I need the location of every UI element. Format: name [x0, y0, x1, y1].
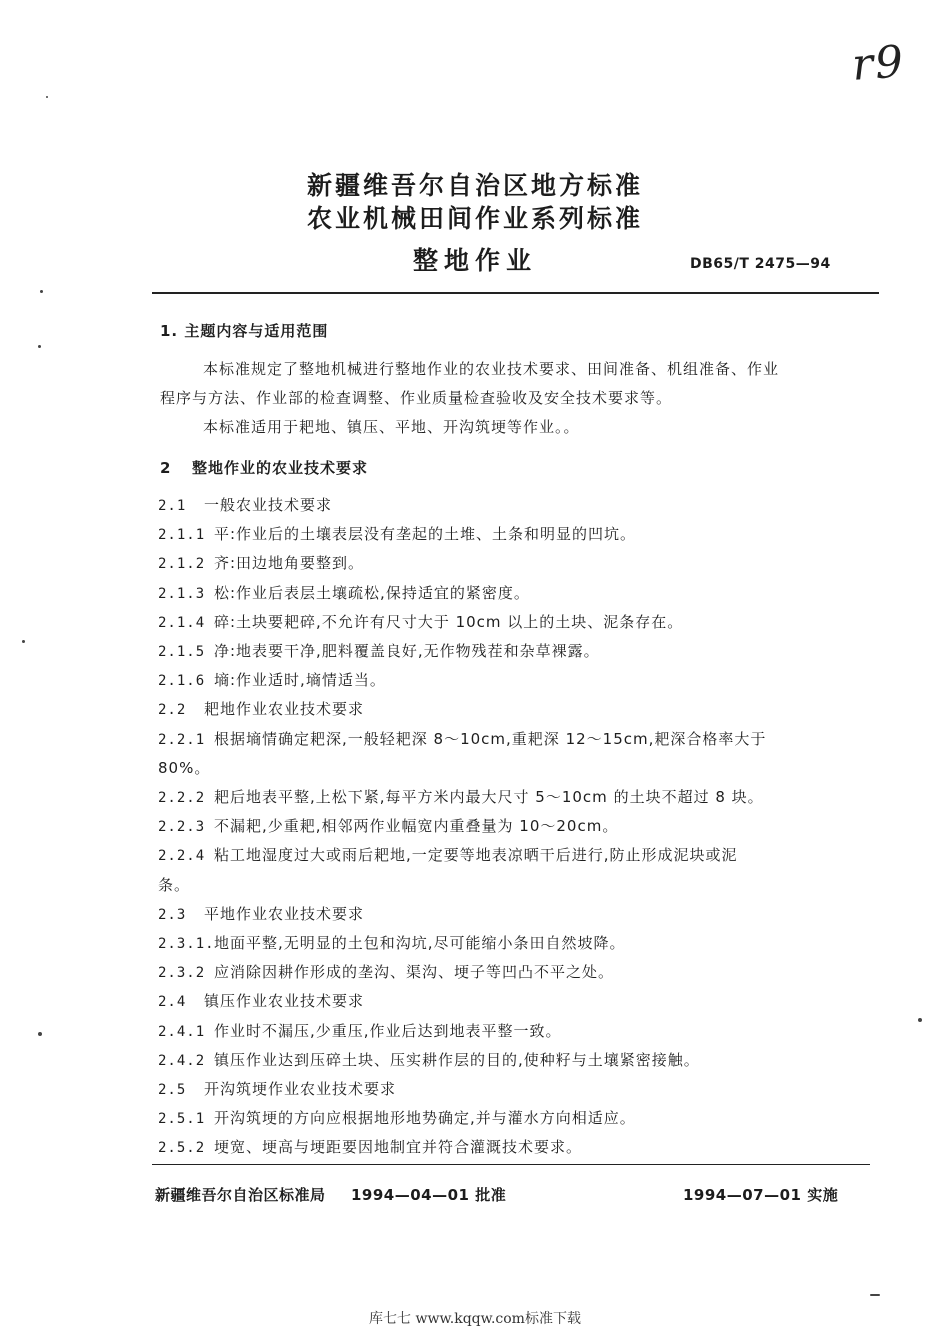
clause-row	[158, 786, 764, 807]
clause-number: 2.1.4	[158, 614, 206, 631]
clause-number: 2.2.4	[158, 848, 206, 865]
clause-text: 埂宽、埂高与埂距要因地制宜并符合灌溉技术要求。	[214, 1138, 583, 1157]
clause-text: 作业时不漏压,少重压,作业后达到地表平整一致。	[214, 1021, 562, 1040]
footer-divider	[152, 1164, 870, 1165]
clause-text: 开沟筑埂作业农业技术要求	[204, 1080, 397, 1098]
section2-heading-num: 2	[160, 459, 172, 477]
clause-number: 2.3.2	[158, 965, 206, 982]
clause-number: 2.1.1	[158, 527, 206, 544]
clause-number: 2.4.1	[158, 1023, 206, 1040]
clause-number: 2.2.2	[158, 790, 206, 806]
section1-para2: 本标准适用于耙地、镇压、平地、开沟筑埂等作业。。	[203, 418, 580, 436]
section1-heading: 1. 主题内容与适用范围	[160, 322, 329, 340]
clause-row	[158, 611, 683, 632]
scan-speck	[38, 345, 41, 348]
header-divider	[152, 292, 879, 294]
clause-row	[158, 844, 738, 865]
clause-number: 2.5	[158, 1082, 187, 1098]
clause-number: 2.5.2	[158, 1140, 206, 1157]
clause-text: 碎:土块要耙碎,不允许有尺寸大于 10cm 以上的土块、泥条存在。	[214, 612, 684, 631]
clause-row	[158, 582, 530, 603]
watermark-text: 库七七 www.kqqw.com标准下载	[369, 1311, 581, 1327]
clause-text: 根据墒情确定耙深,一般轻耙深 8～10cm,重耙深 12～15cm,耙深合格率大于	[214, 729, 767, 748]
footer-issuer-approval	[155, 1184, 506, 1205]
clause-row	[158, 698, 364, 719]
standard-code: DB65/T 2475—94	[690, 256, 831, 272]
clause-text: 地面平整,无明显的土包和沟坑,尽可能缩小条田自然坡降。	[214, 934, 626, 952]
clause-row	[158, 1078, 396, 1099]
clause-number: 2.1.6	[158, 673, 206, 690]
clause-row	[158, 874, 190, 895]
clause-row	[158, 523, 636, 544]
footer-issuer: 新疆维吾尔自治区标准局	[155, 1186, 326, 1204]
clause-row	[158, 815, 618, 836]
clause-text: 镇压作业农业技术要求	[204, 992, 365, 1011]
clause-text: 齐:田边地角要整到。	[214, 554, 365, 573]
clause-row	[158, 990, 364, 1011]
clause-text: 松:作业后表层土壤疏松,保持适宜的紧密度。	[214, 583, 530, 602]
section2-heading-text: 整地作业的农业技术要求	[192, 459, 369, 477]
scan-speck	[38, 1032, 42, 1036]
title-series: 农业机械田间作业系列标准	[306, 204, 643, 233]
clause-number: 2.1.5	[158, 644, 206, 660]
title-issuer: 新疆维吾尔自治区地方标准	[306, 171, 643, 200]
clause-text: 平:作业后的土壤表层没有垄起的土堆、土条和明显的凹坑。	[214, 525, 637, 544]
clause-number: 2.2.3	[158, 819, 206, 836]
clause-row	[158, 903, 364, 924]
clause-number: 2.4.2	[158, 1052, 206, 1069]
clause-row	[158, 728, 766, 749]
footer-approve-date: 1994—04—01 批准	[350, 1186, 507, 1204]
clause-text: 耙地作业农业技术要求	[204, 700, 365, 719]
scan-speck	[40, 290, 43, 293]
scan-speck	[46, 96, 48, 98]
scan-speck	[870, 1294, 880, 1296]
clause-row	[158, 669, 386, 690]
clause-number: 2.2	[158, 702, 187, 719]
section1-para1-line1: 本标准规定了整地机械进行整地作业的农业技术要求、田间准备、机组准备、作业	[203, 360, 780, 378]
clause-text: 应消除因耕作形成的垄沟、渠沟、埂子等凹凸不平之处。	[214, 963, 615, 982]
scan-speck	[918, 1018, 922, 1022]
clause-row	[158, 1049, 700, 1070]
clause-text: 80%。	[158, 758, 211, 777]
clause-number: 2.1	[158, 498, 187, 514]
clause-number: 2.5.1	[158, 1111, 206, 1128]
clause-number: 2.1.2	[158, 556, 206, 573]
clause-text: 粘工地湿度过大或雨后耙地,一定要等地表凉晒干后进行,防止形成泥块或泥	[214, 846, 738, 865]
footer-effective-date: 1994—07—01 实施	[683, 1186, 839, 1204]
section1-para1-line2: 程序与方法、作业部的检查调整、作业质量检查验收及安全技术要求等。	[160, 389, 673, 407]
clause-number: 2.3	[158, 906, 187, 923]
clause-number: 2.2.1	[158, 731, 206, 748]
clause-text: 条。	[158, 875, 191, 894]
clause-text: 平地作业农业技术要求	[204, 904, 365, 923]
clause-number: 2.3.1.	[158, 936, 215, 952]
clause-row	[158, 1107, 636, 1128]
clause-row	[158, 494, 332, 515]
clause-number: 2.4	[158, 994, 187, 1011]
scan-speck	[22, 640, 25, 643]
clause-row	[158, 1020, 562, 1041]
clause-text: 净:地表要干净,肥料覆盖良好,无作物残茬和杂草裸露。	[214, 642, 600, 660]
clause-row	[158, 757, 210, 778]
clause-number: 2.1.3	[158, 585, 206, 602]
title-main: 整地作业	[412, 246, 537, 275]
clause-text: 镇压作业达到压碎土块、压实耕作层的目的,使种籽与土壤紧密接触。	[214, 1050, 700, 1069]
clause-text: 一般农业技术要求	[204, 496, 333, 514]
clause-row	[158, 1136, 582, 1157]
section2-heading	[160, 457, 368, 478]
clause-text: 不漏耙,少重耙,相邻两作业幅宽内重叠量为 10～20cm。	[214, 817, 619, 836]
clause-row	[158, 552, 364, 573]
handwritten-page-mark: r9	[850, 36, 907, 91]
clause-row	[158, 932, 626, 953]
clause-text: 开沟筑埂的方向应根据地形地势确定,并与灌水方向相适应。	[214, 1109, 636, 1128]
clause-text: 墒:作业适时,墒情适当。	[214, 671, 386, 690]
clause-row	[158, 961, 614, 982]
clause-row	[158, 640, 600, 661]
clause-text: 耙后地表平整,上松下紧,每平方米内最大尺寸 5～10cm 的土块不超过 8 块。	[214, 788, 764, 806]
